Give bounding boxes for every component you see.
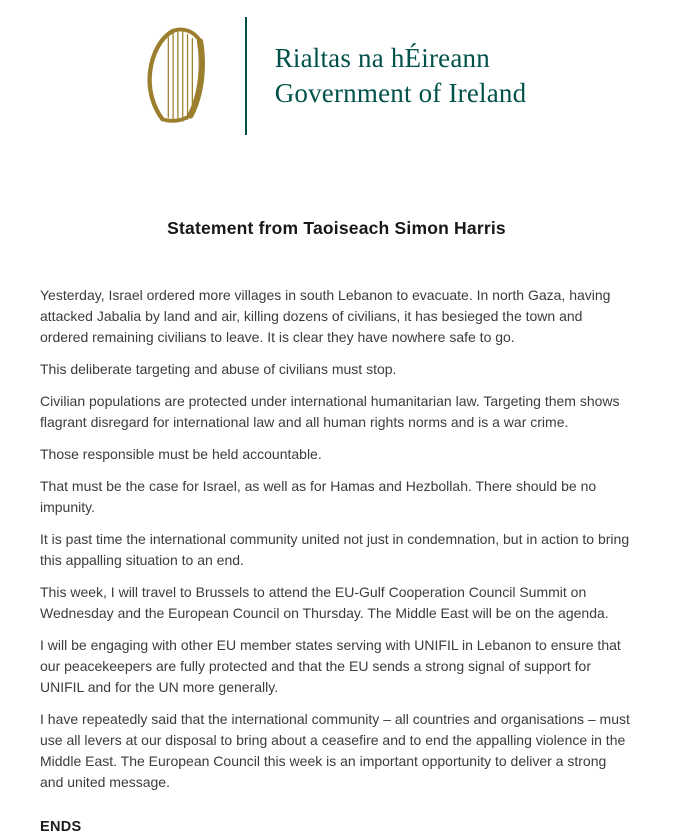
statement-paragraph-2: This deliberate targeting and abuse of civilians must stop. (40, 361, 397, 377)
statement-title: Statement from Taoiseach Simon Harris (167, 218, 506, 238)
statement-body (0, 218, 673, 835)
statement-paragraph-1: Yesterday, Israel ordered more villages in south Lebanon to evacuate. In north Gaza, having attacked Jabalia by land and air, killing dozens of civilians, it has besieged the town and ordered remaining civilians to leave. It is clear they have nowhere safe to go. (40, 287, 611, 345)
logo-wordmark (275, 41, 527, 111)
statement-paragraph-9: I have repeatedly said that the international community – all countries and organisations – must use all levers at our disposal to bring about a ceasefire and to end the appalling violence in the Middle East. The European Council this week is an important opportunity to deliver a strong and united message. (40, 711, 630, 790)
irish-harp-icon (147, 26, 205, 126)
statement-paragraph-7: This week, I will travel to Brussels to attend the EU-Gulf Cooperation Council Summit on Wednesday and the European Council on Thursday. The Middle East will be on the agenda. (40, 584, 609, 621)
statement-paragraph-4: Those responsible must be held accountable. (40, 446, 322, 462)
logo-title-irish: Rialtas na hÉireann (274, 43, 490, 73)
statement-paragraph-3: Civilian populations are protected under international humanitarian law. Targeting them shows flagrant disregard for international law and all human rights norms and is a war crime. (40, 393, 620, 430)
statement-paragraph-5: That must be the case for Israel, as well as for Hamas and Hezbollah. There should be no impunity. (40, 478, 597, 515)
ends-label: ENDS (40, 819, 82, 835)
government-of-ireland-logo (0, 0, 673, 140)
statement-paragraph-6: It is past time the international community united not just in condemnation, but in action to bring this appalling situation to an end. (40, 531, 630, 568)
statement-paragraph-8: I will be engaging with other EU member states serving with UNIFIL in Lebanon to ensure that our peacekeepers are fully protected and that the EU sends a strong signal of support for UNIFIL and for the UN more generally. (40, 637, 621, 695)
logo-title-english: Government of Ireland (274, 78, 527, 108)
logo-divider (245, 17, 247, 135)
